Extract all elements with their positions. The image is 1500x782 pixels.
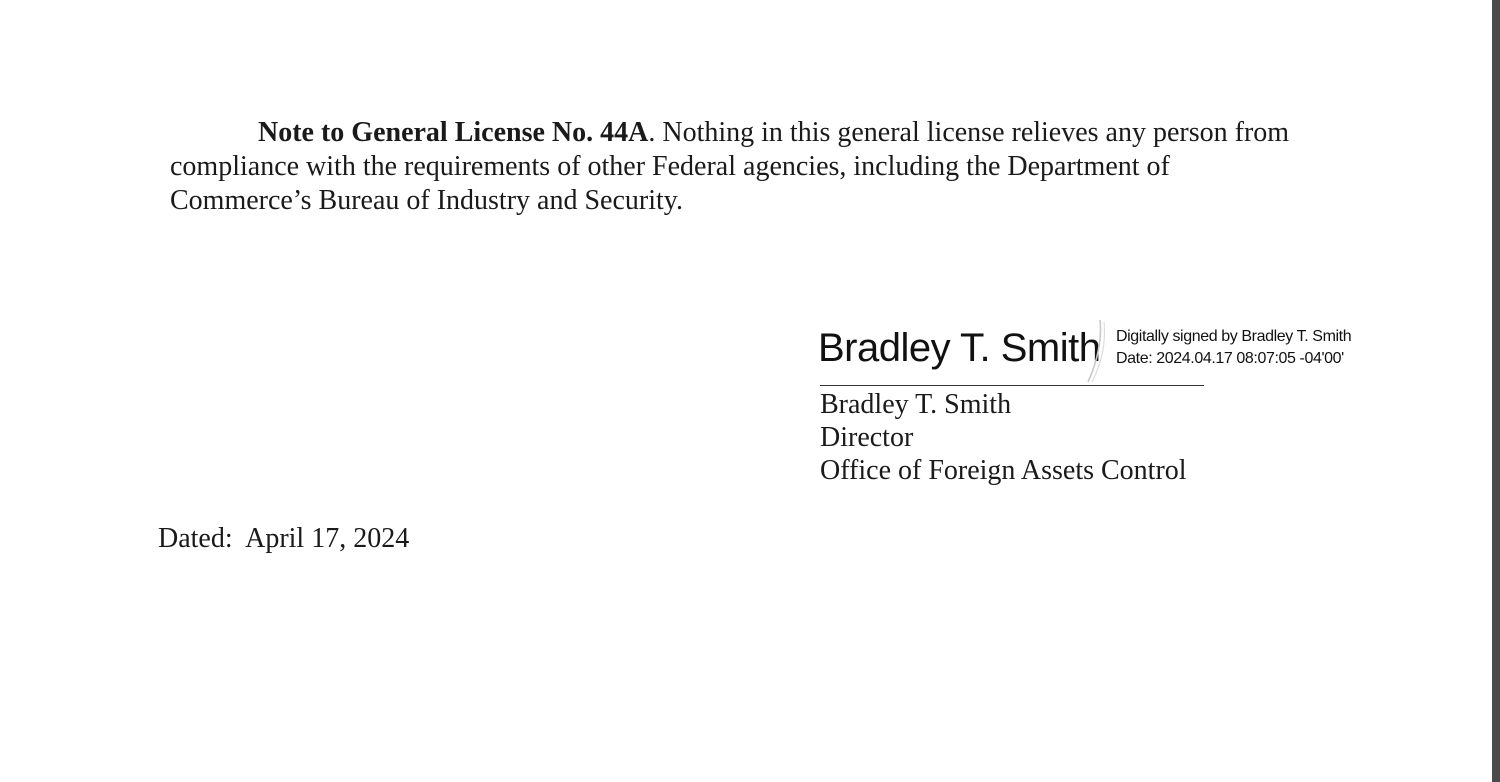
note-heading-period: . bbox=[648, 117, 656, 148]
viewer-right-edge bbox=[1492, 0, 1500, 782]
note-body: Nothing in this general license relieves any person from compliance with the requirements of other Federal agencies, including the Department of Commerce’s Bureau of Industry and Security. bbox=[170, 117, 1290, 216]
note-paragraph bbox=[170, 116, 1310, 218]
signature-date-line: Date: 2024.04.17 08:07:05 -04'00' bbox=[1116, 350, 1344, 367]
signer-office: Office of Foreign Assets Control bbox=[820, 455, 1187, 486]
signature-slash-mark bbox=[1086, 318, 1116, 384]
dated-value: April 17, 2024 bbox=[245, 523, 410, 554]
dated-label: Dated: bbox=[158, 523, 233, 554]
signer-title: Director bbox=[820, 422, 914, 453]
signature-name: Bradley T. Smith bbox=[818, 326, 1101, 370]
signature-underline bbox=[820, 385, 1204, 386]
signature-block bbox=[820, 388, 1187, 487]
signer-name: Bradley T. Smith bbox=[820, 389, 1012, 420]
dated-line bbox=[158, 522, 409, 556]
signature-details bbox=[1116, 326, 1351, 370]
note-heading: Note to General License No. 44A bbox=[258, 117, 649, 148]
signed-by-line: Digitally signed by Bradley T. Smith bbox=[1116, 328, 1352, 345]
digital-signature[interactable] bbox=[818, 318, 1418, 488]
